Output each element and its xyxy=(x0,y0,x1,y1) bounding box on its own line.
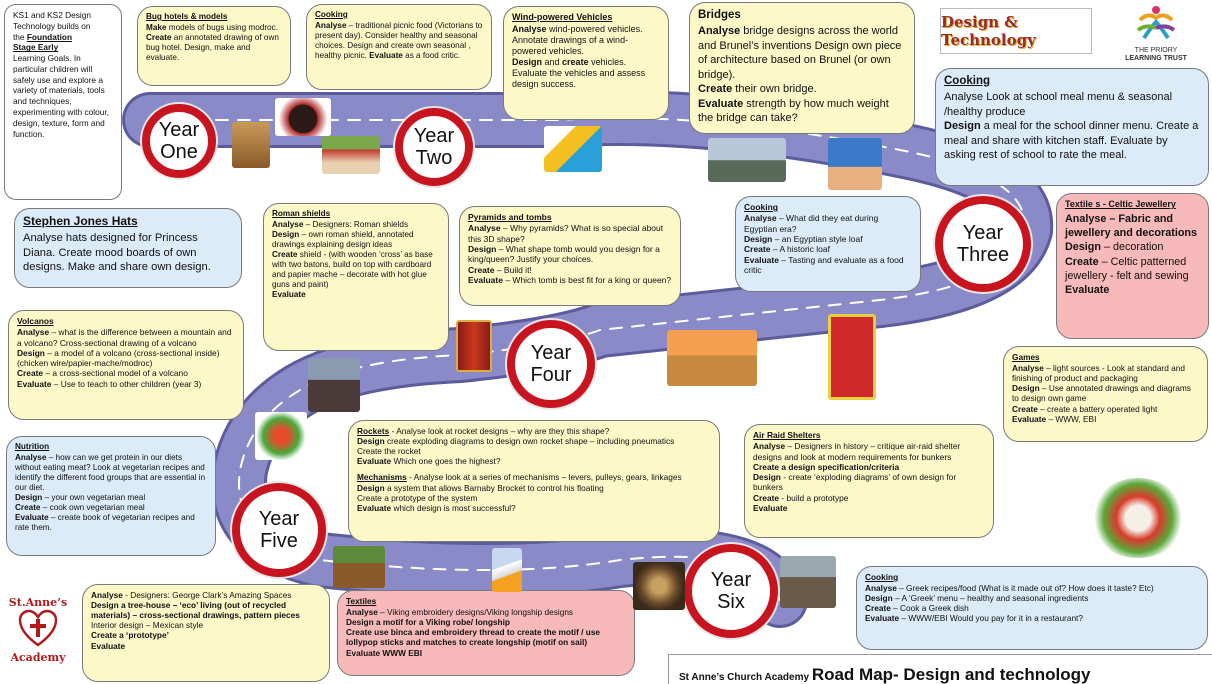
rocket-image xyxy=(492,548,522,592)
games-bubble: Games Analyse – light sources - Look at standard and finishing of product and packaging Design – Use annotated drawings and diagrams to design own game Create – create a battery operated light Evaluate – WWW, EBI xyxy=(1003,346,1208,442)
bubble-title: Pyramids and tombs xyxy=(468,212,552,222)
year-five-marker: Year Five xyxy=(232,483,326,577)
top-hat-image xyxy=(275,98,331,136)
pyramids-bubble: Pyramids and tombs Analyse – Why pyramids? What is so special about this 3D shape? Design – What shape tomb would you design for a king/queen? Justify your choices. Create – Build it! Evaluate – Which tomb is best fit for a king or queen? xyxy=(459,206,681,306)
greek-salad-image xyxy=(1090,478,1186,558)
cooking-year2-bubble: Cooking Analyse – traditional picnic food (Victorians to present day). Consider healthy and seasonal choices. Design and create own seasonal , healthy picnic. Evaluate as a food critic. xyxy=(306,4,492,90)
air-raid-bubble: Air Raid Shelters Analyse – Designers in history – critique air-raid shelter designs and look at modern requirements for bunkers Create a design specification/criteria Design - create ‘exploding diagrams’ of own design for bunkers Create - build a prototype Evaluate xyxy=(744,424,994,538)
wind-vehicles-bubble: Wind-powered Vehicles Analyse wind-powered vehicles. Annotate drawings of a wind-powered vehicles. Design and create vehicles. Evaluate the vehicles and assess design success. xyxy=(503,6,669,120)
cooking-egypt-bubble: Cooking Analyse – What did they eat during Egyptian era? Design – an Egyptian style loaf Create – A historic loaf Evaluate – Tasting and evaluate as a food critic xyxy=(735,196,921,292)
picnic-image xyxy=(322,136,380,174)
bridges-bubble: Bridges Analyse bridge designs across the world and Brunel’s inventions Design own piece of architecture based on Brunel (or own bridge). Create their own bridge. Evaluate strength by how much weight the bridge can take? xyxy=(689,2,915,134)
bubble-title: Wind-powered Vehicles xyxy=(512,12,613,22)
bubble-title: Air Raid Shelters xyxy=(753,430,821,440)
air-raid-shelter-image xyxy=(780,556,836,608)
intro-line: KS1 and KS2 Design xyxy=(13,10,91,20)
bubble-title: Textiles xyxy=(346,596,377,606)
year-four-marker: Year Four xyxy=(507,320,595,408)
intro-line: the xyxy=(13,31,25,42)
bubble-title: Cooking xyxy=(865,572,899,582)
page-title-footer xyxy=(668,654,1212,684)
bubble-title: Games xyxy=(1012,352,1040,362)
roman-shield-image xyxy=(456,320,492,372)
bubble-title: Cooking xyxy=(744,202,778,212)
sailboat-image xyxy=(544,126,602,172)
year-six-marker: Year Six xyxy=(684,544,778,638)
nutrition-bubble: Nutrition Analyse – how can we get protein in our diets without eating meat? Look at vegetarian recipes and identify the different food groups that are essential in our diet. Design – your own vegetarian meal Create – cook own vegetarian meal Evaluate – create book of vegetarian recipes and rate them. xyxy=(6,436,216,556)
viking-shield-image xyxy=(633,562,685,610)
bubble-title: Textile s - Celtic Jewellery xyxy=(1065,199,1176,209)
priory-trust-logo: THE PRIORY LEARNING TRUST xyxy=(1102,2,1210,70)
treehouse-bubble: Analyse - Designers: George Clark’s Amazing Spaces Design a tree-house – ‘eco’ living (out of recycled materials) – cross-sectional drawings, pattern pieces Interior design – Mexican style Create a ‘prototype’ Evaluate xyxy=(82,584,330,682)
volcanos-bubble: Volcanos Analyse – what is the difference between a mountain and a volcano? Cross-sectional drawing of a volcano Design – a model of a volcano (cross-sectional inside) (chicken wire/papier-mache/modroc) Create – a cross-sectional model of a volcano Evaluate – Use to teach to other children (year 3) xyxy=(8,310,244,420)
textiles-viking-bubble: Textiles Analyse – Viking embroidery designs/Viking longship designs Design a motif for a Viking robe/ longship Create use binca and embroidery thread to create the motif / use lollypop sticks and matches to create longship (motif on sail) Evaluate WWW EBI xyxy=(337,590,635,676)
textiles-celtic-bubble: Textile s - Celtic Jewellery Analyse – Fabric and jewellery and decorations Design – decoration Create – Celtic patterned jewellery - felt and sewing Evaluate xyxy=(1056,193,1209,339)
foundation-link-2[interactable]: Stage Early xyxy=(13,42,59,53)
pyramids-image xyxy=(667,330,757,386)
bubble-title: Stephen Jones Hats xyxy=(23,214,138,228)
boy-meal-image xyxy=(828,138,882,190)
bubble-title: Volcanos xyxy=(17,316,54,326)
bubble-title: Cooking xyxy=(315,10,348,19)
heart-cross-icon xyxy=(18,609,58,647)
year-one-marker: Year One xyxy=(142,104,216,178)
cooking-year3-bubble: Cooking Analyse Look at school meal menu & seasonal /healthy produce Design a meal for the school dinner menu. Create a meal and share with kitchen staff. Evaluate by asking rest of school to rate the meal. xyxy=(935,68,1209,186)
bubble-title: Cooking xyxy=(944,75,990,87)
roman-shields-bubble: Roman shields Analyse – Designers: Roman shields Design – own roman shield, annotated drawings explaining design ideas Create shield - (with wooden ‘cross’ as base with two batons, build on top with cardboard and papier mache – decorate with hot glue guns and paint) Evaluate xyxy=(263,203,449,351)
trust-figure-icon xyxy=(1134,4,1178,42)
treehouse-image xyxy=(333,546,385,588)
design-technology-logo: Design & Technology xyxy=(940,8,1092,54)
intro-box xyxy=(4,4,122,200)
hats-bubble: Stephen Jones Hats Analyse hats designed for Princess Diana. Create mood boards of own designs. Make and share own design. xyxy=(14,208,242,288)
bubble-title: Bridges xyxy=(698,9,741,21)
vegetables-image xyxy=(255,412,307,460)
bridge-image xyxy=(708,138,786,182)
footer-title: Road Map- Design and technology xyxy=(811,665,1091,684)
volcano-image xyxy=(308,358,360,412)
year-three-marker: Year Three xyxy=(935,196,1031,292)
foundation-link[interactable]: Foundation xyxy=(26,31,73,42)
celtic-jewellery-image xyxy=(828,314,876,400)
st-annes-logo: St.Anne’s Academy xyxy=(8,596,68,664)
year-two-marker: Year Two xyxy=(395,108,473,186)
intro-line: Technology builds on xyxy=(13,20,91,31)
cooking-greek-bubble: Cooking Analyse – Greek recipes/food (What is it made out of? How does it taste? Etc) Design – A ‘Greek’ menu – healthy and seasonal ingredients Create – Cook a Greek dish Evaluate – WWW/EBI Would you pay for it in a restaurant? xyxy=(856,566,1208,650)
bug-hotels-bubble: Bug hotels & models Make models of bugs using modroc. Create an annotated drawing of own bug hotel. Design, make and evaluate. xyxy=(137,6,291,86)
intro-rest: Learning Goals. In particular children will safely use and explore a variety of materials, tools and techniques, experimenting with colour, design, texture, form and function. xyxy=(13,53,109,139)
bubble-title: Roman shields xyxy=(272,209,331,218)
bubble-title: Bug hotels & models xyxy=(146,12,228,21)
footer-school: St Anne’s Church Academy xyxy=(679,672,812,683)
rockets-bubble: Rockets - Analyse look at rocket designs – why are they this shape? Design create exploding diagrams to design own rocket shape – including pneumatics Create the rocket Evaluate Which one goes the highest? Mechanisms - Analyse look at a series of mechanisms – levers, pulleys, gears, linkages Design a system that allows Barnaby Brocket to control his floating Create a prototype of the system Evaluate which design is most successful? xyxy=(348,420,720,542)
bubble-title: Nutrition xyxy=(15,442,50,451)
bug-hotel-image xyxy=(232,122,270,168)
